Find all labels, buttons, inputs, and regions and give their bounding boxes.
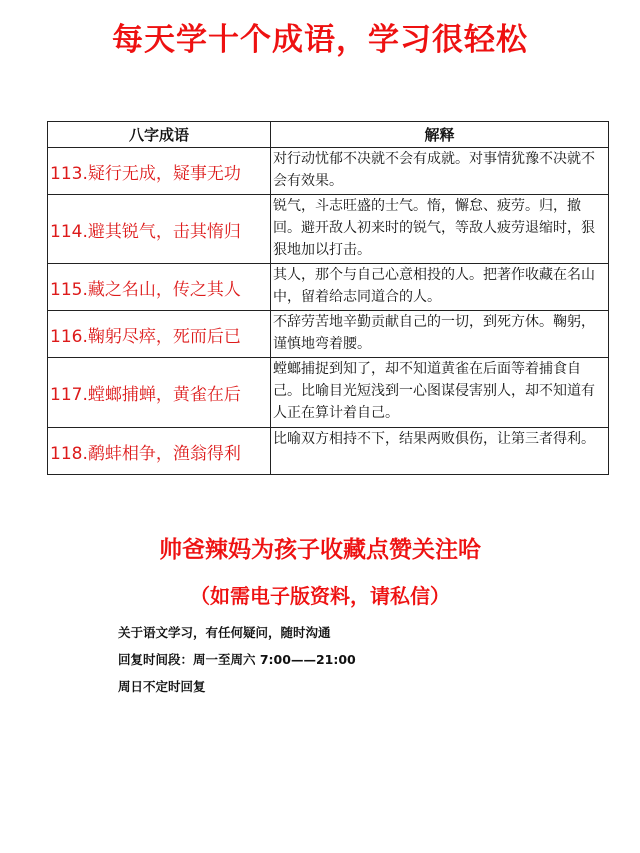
idiom-cell: 115.藏之名山，传之其人 [48, 264, 271, 311]
table-row [48, 428, 609, 475]
info-line-contact: 关于语文学习，有任何疑问，随时沟通 [118, 625, 331, 640]
explanation-cell: 其人，那个与自己心意相投的人。把著作收藏在名山中，留着给志同道合的人。 [271, 264, 609, 311]
column-header-explanation: 解释 [271, 122, 609, 148]
info-line-sunday: 周日不定时回复 [118, 679, 206, 694]
idiom-cell: 118.鹬蚌相争，渔翁得利 [48, 428, 271, 475]
idiom-cell: 114.避其锐气，击其惰归 [48, 195, 271, 264]
explanation-cell: 不辞劳苦地辛勤贡献自己的一切，到死方休。鞠躬，谨慎地弯着腰。 [271, 311, 609, 358]
explanation-cell: 比喻双方相持不下，结果两败俱伤，让第三者得利。 [271, 428, 609, 475]
table-row [48, 264, 609, 311]
explanation-cell: 对行动忧郁不决就不会有成就。对事情犹豫不决就不会有效果。 [271, 148, 609, 195]
info-line-reply-time: 回复时间段：周一至周六 7:00——21:00 [118, 652, 356, 667]
idiom-cell: 113.疑行无成，疑事无功 [48, 148, 271, 195]
table-row [48, 148, 609, 195]
footer-subtitle: （如需电子版资料，请私信） [190, 584, 450, 608]
column-header-idiom: 八字成语 [48, 122, 271, 148]
table-row [48, 195, 609, 264]
idiom-cell: 116.鞠躬尽瘁，死而后已 [48, 311, 271, 358]
page-title: 每天学十个成语，学习很轻松 [112, 22, 528, 58]
explanation-cell: 螳螂捕捉到知了，却不知道黄雀在后面等着捕食自己。比喻目光短浅到一心图谋侵害别人，却不知道有人正在算计着自己。 [271, 358, 609, 428]
idiom-table [47, 121, 609, 475]
table-header-row [48, 122, 609, 148]
table-row [48, 311, 609, 358]
explanation-cell: 锐气，斗志旺盛的士气。惰，懈怠、疲劳。归，撤回。避开敌人初来时的锐气，等敌人疲劳退缩时，狠狠地加以打击。 [271, 195, 609, 264]
idiom-cell: 117.螳螂捕蝉，黄雀在后 [48, 358, 271, 428]
footer-title: 帅爸辣妈为孩子收藏点赞关注哈 [159, 537, 481, 563]
table-row [48, 358, 609, 428]
